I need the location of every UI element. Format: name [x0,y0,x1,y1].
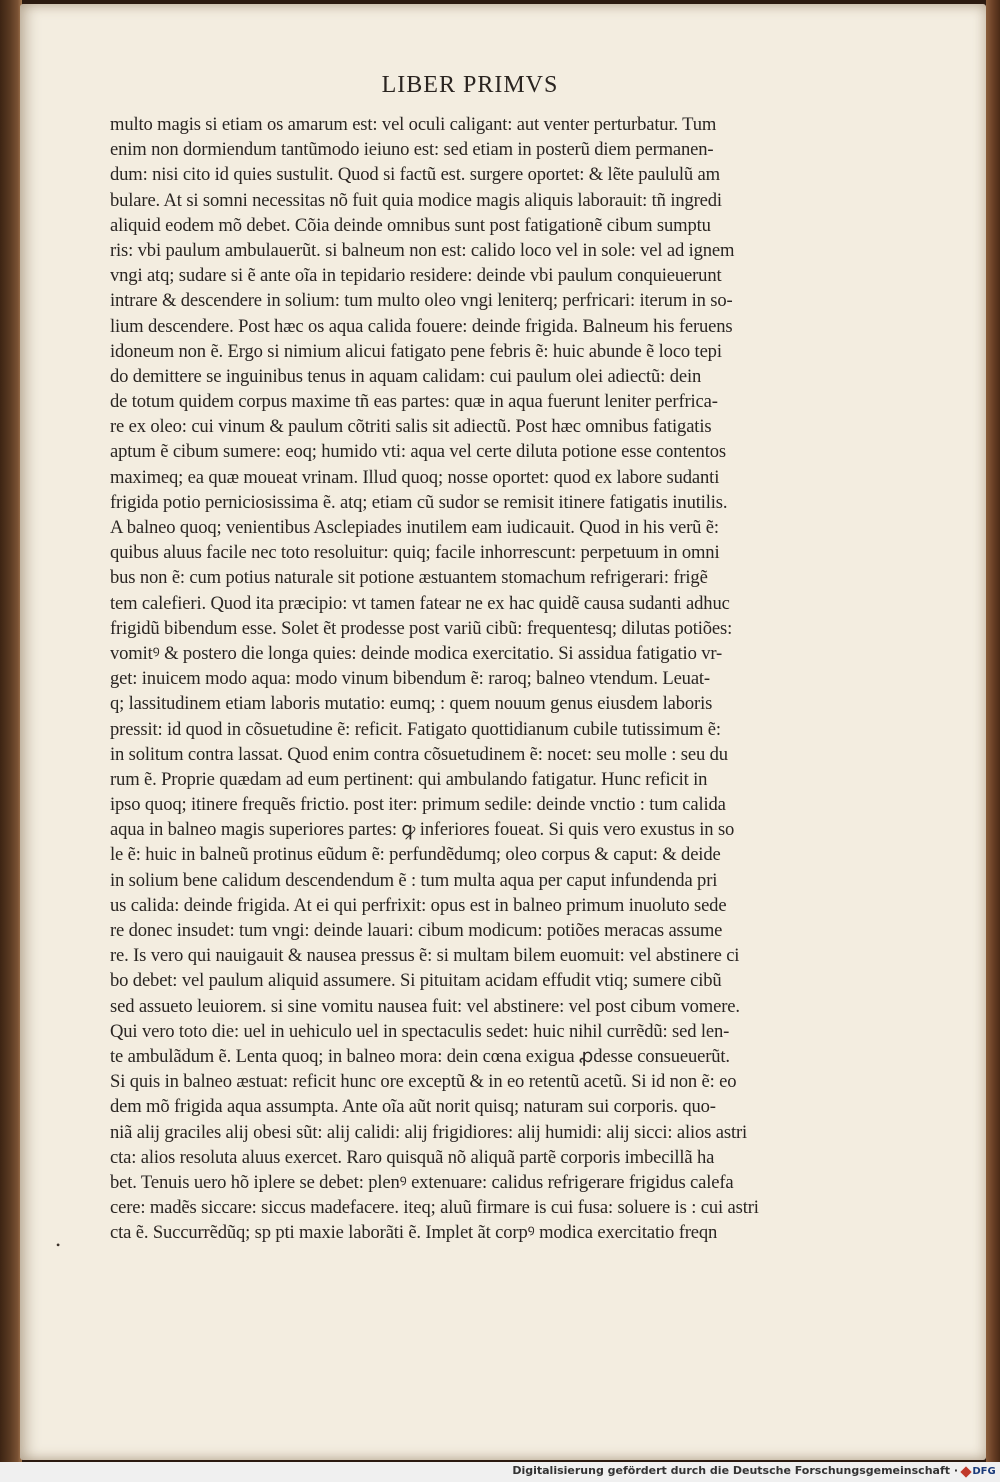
text-line: te ambulãdum ẽ. Lenta quoq; in balneo mora: dein cœna exigua ꝓdesse consueuerũt. [110,1045,730,1067]
text-line: bulare. At si somni necessitas nõ fuit quia modice magis aliquis laborauit: tñ ingredi [110,189,722,211]
text-line: aqua in balneo magis superiores partes: ꝙ inferiores foueat. Si quis vero exustus in so [110,819,735,841]
text-line: dum: nisi cito id quies sustulit. Quod si factũ est. surgere oportet: & lẽte paululũ am [110,164,720,186]
text-line: de totum quidem corpus maxime tñ eas partes: quæ in aqua fuerunt leniter perfrica- [110,391,718,413]
book-edge-right [986,0,1000,1462]
text-line: vngi atq; sudare si ẽ ante oĩa in tepidario residere: deinde vbi paulum conquieuerunt [110,265,722,287]
text-line: lium descendere. Post hæc os aqua calida fouere: deinde frigida. Balneum his feruens [110,315,733,337]
book-edge-left [0,0,22,1462]
text-line: vomitꝰ & postero die longa quies: deinde modica exercitatio. Si assidua fatigatio vr- [110,642,723,664]
text-line: cta: alios resoluta aluus exercet. Raro quisquã nõ aliquã partẽ corporis imbecillã ha [110,1146,715,1168]
text-line: tem calefieri. Quod ita præcipio: vt tamen fatear ne ex hac quidẽ causa sudanti adhuc [110,592,730,614]
text-line: aptum ẽ cibum sumere: eoq; humido vti: aqua vel certe diluta potione esse contentos [110,441,726,463]
margin-mark: • [56,1238,61,1252]
text-line: maximeq; ea quæ moueat vrinam. Illud quoq; nosse oportet: quod ex labore sudanti [110,466,720,488]
text-line: dem mõ frigida aqua assumpta. Ante oĩa aũt norit quisq; naturam sui corporis. quo- [110,1096,716,1118]
text-line: in solitum contra lassat. Quod enim contra cõsuetudinem ẽ: nocet: seu molle : seu du [110,743,728,765]
text-line: do demittere se inguinibus tenus in aquam calidam: cui paulum olei adiectũ: dein [110,365,702,387]
text-line: q; lassitudinem etiam laboris mutatio: eumq; : quem nouum genus eiusdem laboris [110,693,713,715]
text-line: bus non ẽ: cum potius naturale sit potione æstuantem stomachum refrigerari: frigẽ [110,567,708,589]
text-line: A balneo quoq; venientibus Asclepiades inutilem eam iudicauit. Quod in his verũ ẽ: [110,517,719,538]
text-line: enim non dormiendum tantũmodo ieiuno est: sed etiam in posterũ diem permanen- [110,139,714,161]
text-line: idoneum non ẽ. Ergo si nimium alicui fatigato pene febris ẽ: huic abunde ẽ loco tepi [110,340,722,362]
text-line: aliquid eodem mõ debet. Cõia deinde omnibus sunt post fatigationẽ cibum sumptu [110,214,711,236]
text-line: intrare & descendere in solium: tum multo oleo vngi leniterq; perfricari: iterum in so- [110,290,733,312]
text-line: le ẽ: huic in balneũ protinus eũdum ẽ: perfundẽdumq; oleo corpus & caput: & deide [110,844,721,866]
text-line: frigida potio perniciosissima ẽ. atq; etiam cũ sudor se remisit itinere fatigatis inutilis. [110,491,728,513]
running-head: LIBER PRIMVS [381,72,559,98]
text-line: niã alij graciles alij obesi sũt: alij calidi: alij frigidiores: alij humidi: alij sicci: alios astri [110,1121,748,1143]
funding-credit: Digitalisierung gefördert durch die Deutsche Forschungsgemeinschaft · [512,1464,958,1477]
text-line: re donec insudet: tum vngi: deinde lauari: cibum modicum: potiões meracas assume [110,920,723,941]
text-line: frigidũ bibendum esse. Solet ẽt prodesse post variũ cibũ: frequentesq; dilutas potiões: [110,617,733,639]
dfg-logo-text: DFG [972,1466,996,1477]
text-line: re. Is vero qui nauigauit & nausea pressus ẽ: si multam bilem euomuit: vel abstinere ci [110,945,740,967]
footer-bar [0,1462,1000,1482]
text-line: us calida: deinde frigida. At ei qui perfrixit: opus est in balneo primum inuoluto sede [110,894,727,916]
text-block [110,112,820,1245]
text-line: multo magis si etiam os amarum est: vel oculi caligant: aut venter perturbatur. Tum [110,114,717,135]
text-line: pressit: id quod in cõsuetudine ẽ: reficit. Fatigato quottidianum cubile tutissimum ẽ: [110,718,721,740]
dfg-logo [962,1464,996,1479]
text-line: bet. Tenuis uero hõ iplere se debet: plenꝰ extenuare: calidus refrigerare frigidus calefa [110,1171,734,1193]
text-line: Si quis in balneo æstuat: reficit hunc ore exceptũ & in eo retentũ acetũ. Si id non ẽ: eo [110,1071,737,1093]
dfg-diamond-icon [961,1466,972,1477]
text-line: cta ẽ. Succurrẽdũq; sp pti maxie laborãti ẽ. Implet ãt corpꝰ modica exercitatio freqn [110,1222,718,1244]
text-line: sed assueto leuiorem. si sine vomitu nausea fuit: vel abstinere: vel post cibum vomere. [110,995,740,1017]
text-line: ris: vbi paulum ambulauerũt. si balneum non est: calido loco vel in sole: vel ad ignem [110,239,735,261]
text-line: Qui vero toto die: uel in uehiculo uel in spectaculis sedet: huic nihil currẽdũ: sed len- [110,1020,730,1042]
text-line: re ex oleo: cui vinum & paulum cõtriti salis sit adiectũ. Post hæc omnibus fatigatis [110,416,712,438]
text-line: get: inuicem modo aqua: modo vinum bibendum ẽ: raroq; balneo vtendum. Leuat- [110,668,710,690]
book-page [20,4,986,1460]
text-line: rum ẽ. Proprie quædam ad eum pertinent: qui ambulando fatigatur. Hunc reficit in [110,768,708,790]
text-line: quibus aluus facile nec toto resoluitur: quiq; facile inhorrescunt: perpetuum in omni [110,542,720,564]
text-line: bo debet: vel paulum aliquid assumere. Si pituitam acidam effudit vtiq; sumere cibũ [110,970,722,992]
text-line: cere: madẽs siccare: siccus madefacere. iteq; aluũ firmare is cui fusa: soluere is : cui astri [110,1197,759,1219]
text-line: in solium bene calidum descendendum ẽ : tum multa aqua per caput infundenda pri [110,869,718,891]
text-line: ipso quoq; itinere frequẽs frictio. post iter: primum sedile: deinde vnctio : tum calida [110,794,726,816]
